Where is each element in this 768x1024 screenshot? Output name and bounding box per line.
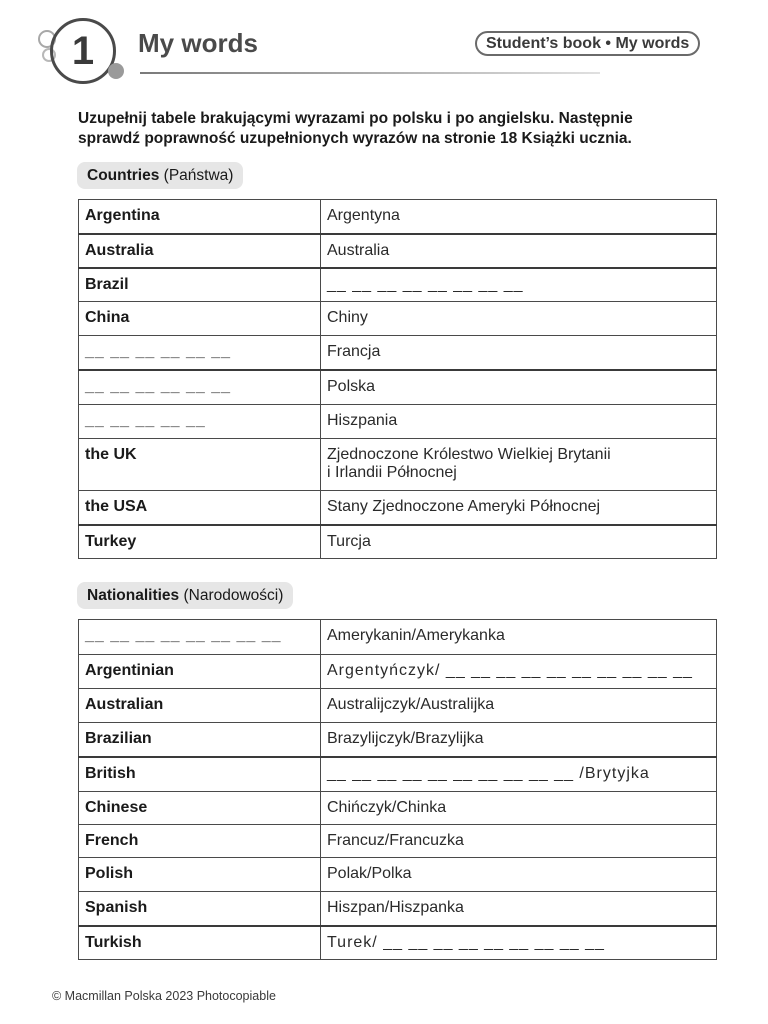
table-row — [79, 792, 717, 825]
table-row — [79, 491, 717, 525]
polish-word-cell: Turek/ __ __ __ __ __ __ __ __ __ — [321, 926, 717, 960]
polish-word-cell: Australijczyk/Australijka — [321, 689, 717, 723]
english-word-cell: French — [79, 825, 321, 858]
polish-word-cell: Chiny — [321, 302, 717, 336]
polish-word-cell: Chińczyk/Chinka — [321, 792, 717, 825]
table-row — [79, 302, 717, 336]
countries-label-en: Countries — [87, 167, 160, 184]
table-row — [79, 234, 717, 268]
polish-word-cell: Hiszpan/Hiszpanka — [321, 892, 717, 926]
table-row — [79, 689, 717, 723]
table-row — [79, 439, 717, 491]
polish-word-cell: Amerykanin/Amerykanka — [321, 620, 717, 655]
table-row — [79, 620, 717, 655]
english-word-cell: the UK — [79, 439, 321, 491]
table-row — [79, 336, 717, 370]
table-row — [79, 655, 717, 689]
table-row — [79, 370, 717, 405]
polish-word-cell: Francja — [321, 336, 717, 370]
polish-word-cell: Australia — [321, 234, 717, 268]
english-word-cell: Argentina — [79, 200, 321, 234]
table-row — [79, 892, 717, 926]
table-row — [79, 926, 717, 960]
table-row — [79, 268, 717, 302]
nationalities-table — [78, 619, 717, 960]
english-word-cell: Turkish — [79, 926, 321, 960]
table-row — [79, 200, 717, 234]
nationalities-label-pl: (Narodowości) — [183, 587, 284, 604]
nationalities-label-en: Nationalities — [87, 587, 180, 604]
polish-word-cell: Polska — [321, 370, 717, 405]
polish-word-cell: Stany Zjednoczone Ameryki Północnej — [321, 491, 717, 525]
english-word-cell: __ __ __ __ __ __ — [79, 336, 321, 370]
polish-word-cell: Hiszpania — [321, 405, 717, 439]
english-word-cell: British — [79, 757, 321, 792]
english-word-cell: China — [79, 302, 321, 336]
polish-word-cell: Turcja — [321, 525, 717, 559]
english-word-cell: Spanish — [79, 892, 321, 926]
countries-label-pl: (Państwa) — [163, 167, 234, 184]
polish-word-cell: __ __ __ __ __ __ __ __ — [321, 268, 717, 302]
title-underline — [140, 72, 600, 74]
english-word-cell: Brazil — [79, 268, 321, 302]
polish-word-cell: Brazylijczyk/Brazylijka — [321, 723, 717, 757]
english-word-cell: Turkey — [79, 525, 321, 559]
polish-word-cell: Argentyna — [321, 200, 717, 234]
copyright-footer: © Macmillan Polska 2023 Photocopiable — [52, 989, 276, 1003]
polish-word-cell: Francuz/Francuzka — [321, 825, 717, 858]
english-word-cell: Chinese — [79, 792, 321, 825]
section-tag: Student’s book • My words — [475, 31, 700, 56]
polish-word-cell: __ __ __ __ __ __ __ __ __ __ /Brytyjka — [321, 757, 717, 792]
table-row — [79, 723, 717, 757]
table-row — [79, 757, 717, 792]
english-word-cell: Australia — [79, 234, 321, 268]
unit-number-badge: 1 — [50, 18, 116, 84]
instructions-text: Uzupełnij tabele brakującymi wyrazami po polsku i po angielsku. Następnie sprawdź poprawność uzupełnionych wyrazów na stronie 18 Książki ucznia. — [78, 110, 633, 147]
nationalities-label — [77, 582, 293, 609]
polish-word-cell: Polak/Polka — [321, 858, 717, 892]
english-word-cell: __ __ __ __ __ — [79, 405, 321, 439]
decorative-dot-icon — [108, 63, 124, 79]
table-row — [79, 858, 717, 892]
table-row — [79, 405, 717, 439]
english-word-cell: the USA — [79, 491, 321, 525]
page-title: My words — [138, 28, 258, 58]
countries-label — [77, 162, 243, 189]
polish-word-cell: Argentyńczyk/ __ __ __ __ __ __ __ __ __ __ — [321, 655, 717, 689]
english-word-cell: __ __ __ __ __ __ __ __ — [79, 620, 321, 655]
countries-table — [78, 199, 717, 559]
polish-word-cell: Zjednoczone Królestwo Wielkiej Brytanii i Irlandii Północnej — [321, 439, 717, 491]
english-word-cell: Polish — [79, 858, 321, 892]
page-header — [0, 0, 768, 90]
english-word-cell: __ __ __ __ __ __ — [79, 370, 321, 405]
table-row — [79, 525, 717, 559]
english-word-cell: Australian — [79, 689, 321, 723]
table-row — [79, 825, 717, 858]
english-word-cell: Argentinian — [79, 655, 321, 689]
english-word-cell: Brazilian — [79, 723, 321, 757]
